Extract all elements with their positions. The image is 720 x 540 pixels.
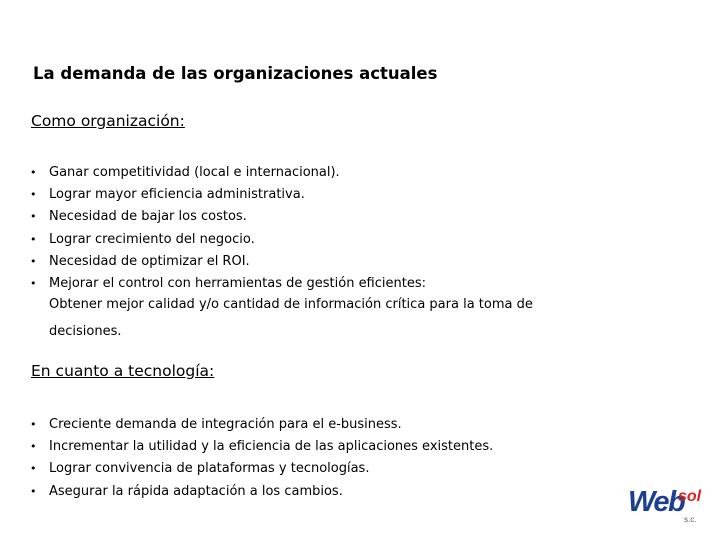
bullet-icon: • xyxy=(30,418,37,431)
bullet-icon: • xyxy=(30,166,37,179)
list-item-text: Mejorar el control con herramientas de gestión eficientes: xyxy=(49,275,426,291)
list-item-text: Lograr mayor eficiencia administrativa. xyxy=(49,187,305,203)
list-item-text: Creciente demanda de integración para el e-business. xyxy=(49,417,402,432)
list-item-text: Lograr convivencia de plataformas y tecnologías. xyxy=(49,461,370,477)
logo-main-text: Web xyxy=(628,486,685,518)
list-item xyxy=(30,458,493,480)
list-item-text: Necesidad de bajar los costos. xyxy=(49,209,247,225)
list-item-text: Necesidad de optimizar el ROI. xyxy=(49,253,250,269)
section-heading-organizacion: Como organización: xyxy=(31,112,185,130)
bullet-icon: • xyxy=(30,484,37,498)
bullet-icon: • xyxy=(30,232,37,246)
list-item xyxy=(30,162,426,184)
list-item xyxy=(30,481,493,503)
list-item xyxy=(30,206,426,228)
bullet-icon: • xyxy=(30,440,37,454)
bullet-list-organizacion xyxy=(30,162,426,295)
bullet-icon: • xyxy=(30,254,37,268)
section-heading-tecnologia: En cuanto a tecnología: xyxy=(31,362,215,380)
list-item-text: Incrementar la utilidad y la eficiencia de las aplicaciones existentes. xyxy=(49,439,494,455)
slide-title: La demanda de las organizaciones actuales xyxy=(33,64,438,83)
bullet-icon: • xyxy=(30,188,37,202)
list-item xyxy=(30,251,426,273)
list-item xyxy=(30,229,426,251)
bullet-list-tecnologia xyxy=(30,414,493,503)
logo-suffix-text: s.c. xyxy=(684,515,697,523)
logo-accent-text: sol xyxy=(678,488,702,505)
websol-logo xyxy=(628,481,704,523)
bullet-icon: • xyxy=(30,210,37,224)
bullet-icon: • xyxy=(30,276,37,290)
bullet-icon: • xyxy=(30,462,37,476)
list-item-text: Asegurar la rápida adaptación a los cambios. xyxy=(49,483,343,499)
sub-item-note: Obtener mejor calidad y/o cantidad de información crítica para la toma de decisiones. xyxy=(49,297,533,339)
list-item xyxy=(30,414,493,436)
list-item-text: Ganar competitividad (local e internacional). xyxy=(49,165,340,180)
list-item-text: Lograr crecimiento del negocio. xyxy=(49,231,255,247)
list-item xyxy=(30,184,426,206)
list-item xyxy=(30,436,493,458)
